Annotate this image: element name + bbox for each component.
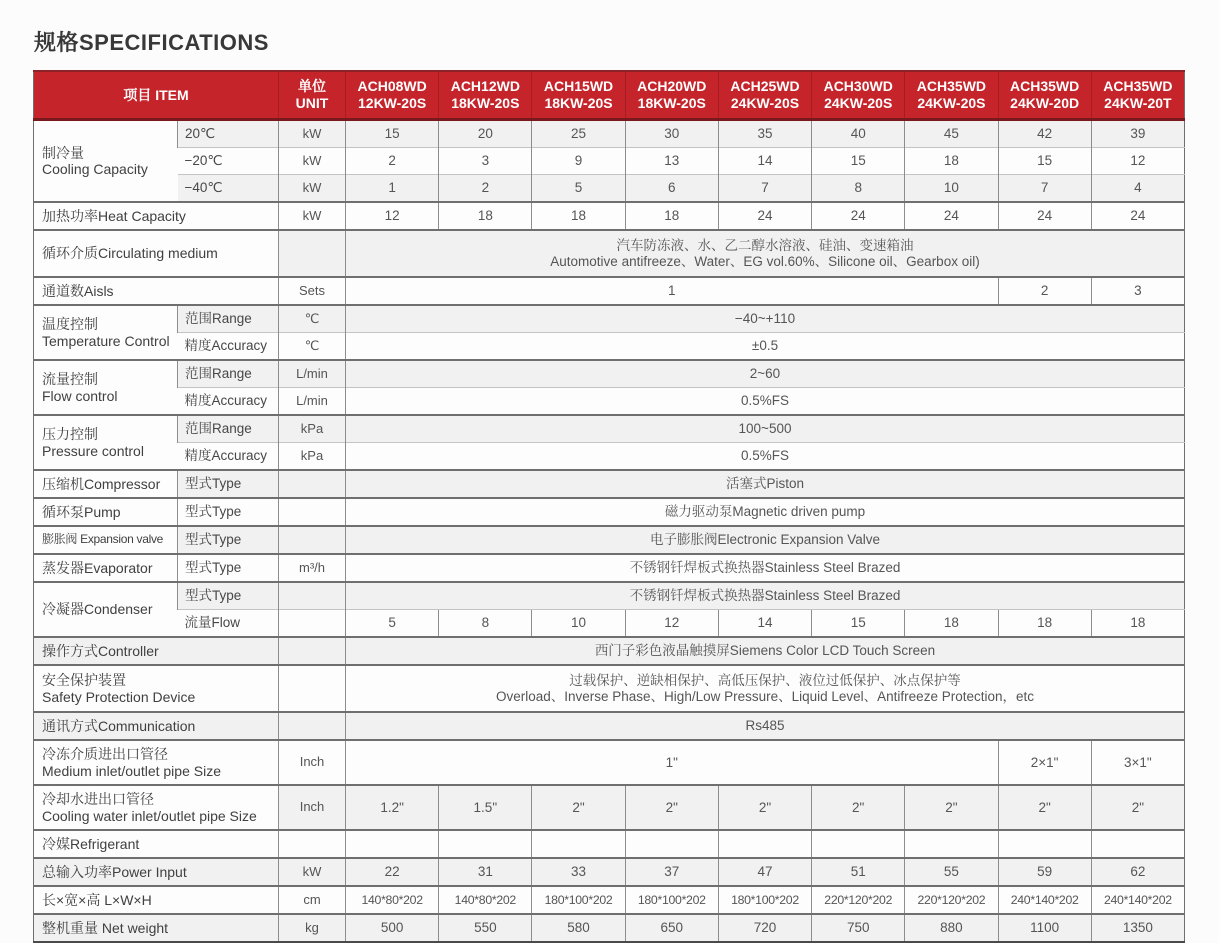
model-name: ACH20WD [637, 78, 707, 95]
value-cell: 2" [1091, 785, 1184, 830]
label-en: Cooling Capacity [42, 161, 148, 177]
value-cell-merged: 电子膨胀阀Electronic Expansion Valve [346, 526, 1185, 554]
value-cell-merged: 1 [346, 277, 999, 305]
row-label-pump: 循环泵Pump [34, 498, 178, 526]
value-cell: 4 [1091, 175, 1184, 203]
row-label-expansion-valve: 膨胀阀 Expansion valve [34, 526, 178, 554]
value-cell-merged: ±0.5 [346, 333, 1185, 361]
value-cell [812, 830, 905, 858]
model-spec: 12KW-20S [358, 95, 427, 111]
value-cell: 2" [718, 785, 811, 830]
unit-cell: m³/h [279, 554, 346, 582]
label-cn: 压力控制 [42, 426, 98, 443]
value-cell: 30 [625, 120, 718, 148]
value-cell: 240*140*202 [998, 886, 1091, 914]
label-cn: 冷冻介质进出口管径 [42, 746, 168, 763]
value-cell: 1 [346, 175, 439, 203]
unit-cell [279, 830, 346, 858]
specifications-table [33, 70, 1185, 943]
value-cell: 180*100*202 [718, 886, 811, 914]
unit-header-cn: 单位 [298, 78, 326, 95]
sub-label: 型式Type [178, 582, 279, 610]
row-condenser-flow [34, 610, 1185, 638]
sub-label: 20℃ [178, 120, 279, 148]
value-cell: 37 [625, 858, 718, 886]
row-label-dimensions: 长×宽×高 L×W×H [34, 886, 279, 914]
value-cell [346, 830, 439, 858]
value-cell: 220*120*202 [905, 886, 998, 914]
value-cell: 12 [346, 202, 439, 230]
row-label-cooling-water-pipe-size [34, 785, 279, 830]
label-cn: 冷却水进出口管径 [42, 791, 154, 808]
model-name: ACH12WD [450, 78, 520, 95]
value-cell: 14 [718, 148, 811, 175]
value-cell: 24 [812, 202, 905, 230]
value-cell-merged [346, 230, 1185, 277]
safety-value-en: Overload、Inverse Phase、High/Low Pressure、Liquid Level、Antifreeze Protection，etc [495, 688, 1034, 704]
unit-cell [279, 712, 346, 740]
label-cn: 安全保护装置 [42, 672, 126, 689]
unit-cell: kW [279, 120, 346, 148]
value-cell [998, 830, 1091, 858]
unit-cell: Sets [279, 277, 346, 305]
sub-label: −20℃ [178, 148, 279, 175]
value-cell-merged [346, 665, 1185, 712]
value-cell: 18 [625, 202, 718, 230]
sub-label: 型式Type [178, 470, 279, 498]
value-cell: 3 [1091, 277, 1184, 305]
value-cell [718, 830, 811, 858]
value-cell: 15 [346, 120, 439, 148]
value-cell: 2 [346, 148, 439, 175]
row-flow-range [34, 360, 1185, 388]
value-cell: 140*80*202 [439, 886, 532, 914]
row-label-pressure-control [34, 415, 178, 470]
value-cell: 22 [346, 858, 439, 886]
value-cell: 15 [812, 148, 905, 175]
model-spec: 24KW-20S [824, 95, 893, 111]
sub-label: 型式Type [178, 554, 279, 582]
model-header-3 [532, 71, 625, 120]
row-expansion-valve [34, 526, 1185, 554]
sub-label: 流量Flow [178, 610, 279, 638]
value-cell: 31 [439, 858, 532, 886]
value-cell: 720 [718, 914, 811, 942]
model-header-5 [718, 71, 811, 120]
label-en: Pressure control [42, 442, 144, 459]
value-cell: 45 [905, 120, 998, 148]
model-name: ACH15WD [543, 78, 614, 95]
model-name: ACH35WD [1103, 78, 1173, 95]
model-header-7 [905, 71, 998, 120]
value-cell: 580 [532, 914, 625, 942]
value-cell: 180*100*202 [532, 886, 625, 914]
unit-cell [279, 610, 346, 638]
unit-header-en: UNIT [295, 95, 329, 111]
value-cell-merged: 100~500 [346, 415, 1185, 443]
row-pressure-accuracy [34, 443, 1185, 471]
row-label-circulating-medium: 循环介质Circulating medium [34, 230, 279, 277]
unit-cell [279, 230, 346, 277]
unit-cell [279, 526, 346, 554]
value-cell-merged: 2~60 [346, 360, 1185, 388]
row-pump [34, 498, 1185, 526]
value-cell: 8 [439, 610, 532, 638]
unit-cell: cm [279, 886, 346, 914]
unit-cell: kPa [279, 443, 346, 471]
value-cell: 15 [998, 148, 1091, 175]
label-en: Cooling water inlet/outlet pipe Size [42, 807, 257, 824]
model-spec: 18KW-20S [637, 95, 706, 111]
value-cell: 750 [812, 914, 905, 942]
value-cell: 20 [439, 120, 532, 148]
sub-label: 范围Range [178, 360, 279, 388]
value-cell: 7 [998, 175, 1091, 203]
page-title: 规格SPECIFICATIONS [34, 30, 269, 55]
value-cell-merged: −40~+110 [346, 305, 1185, 333]
value-cell: 6 [625, 175, 718, 203]
sub-label: 范围Range [178, 415, 279, 443]
value-cell: 2 [439, 175, 532, 203]
label-cn: 流量控制 [42, 371, 98, 388]
value-cell: 7 [718, 175, 811, 203]
value-cell: 18 [905, 610, 998, 638]
value-cell: 5 [532, 175, 625, 203]
value-cell: 24 [905, 202, 998, 230]
label-en: Flow control [42, 387, 118, 404]
row-cooling-20 [34, 120, 1185, 148]
model-spec: 24KW-20S [917, 95, 986, 111]
model-header-9 [1091, 71, 1184, 120]
value-cell: 2" [532, 785, 625, 830]
row-aisles [34, 277, 1185, 305]
row-label-refrigerant: 冷媒Refrigerant [34, 830, 279, 858]
item-header: 项目 ITEM [34, 71, 279, 120]
unit-cell: L/min [279, 388, 346, 416]
model-spec: 24KW-20T [1104, 95, 1172, 111]
row-label-heat-capacity: 加热功率Heat Capacity [34, 202, 279, 230]
medium-value-en: Automotive antifreeze、Water、EG vol.60%、Silicone oil、Gearbox oil) [550, 253, 980, 269]
row-net-weight [34, 914, 1185, 942]
row-safety-protection [34, 665, 1185, 712]
row-label-cooling-capacity [34, 120, 178, 203]
value-cell: 18 [439, 202, 532, 230]
label-en: Safety Protection Device [42, 688, 196, 705]
value-cell: 33 [532, 858, 625, 886]
value-cell: 10 [532, 610, 625, 638]
value-cell: 24 [998, 202, 1091, 230]
value-cell: 9 [532, 148, 625, 175]
unit-cell: kg [279, 914, 346, 942]
value-cell: 1350 [1091, 914, 1184, 942]
model-name: ACH30WD [823, 78, 893, 95]
value-cell: 3×1" [1091, 740, 1184, 785]
value-cell: 240*140*202 [1091, 886, 1184, 914]
value-cell [905, 830, 998, 858]
value-cell-merged: 活塞式Piston [346, 470, 1185, 498]
row-dimensions [34, 886, 1185, 914]
value-cell: 3 [439, 148, 532, 175]
value-cell: 47 [718, 858, 811, 886]
unit-cell [279, 665, 346, 712]
model-header-1 [346, 71, 439, 120]
row-medium-pipe-size [34, 740, 1185, 785]
value-cell: 880 [905, 914, 998, 942]
medium-value-cn: 汽车防冻液、水、乙二醇水溶液、硅油、变速箱油 [616, 237, 914, 253]
model-name: ACH35WD [916, 78, 987, 95]
value-cell: 62 [1091, 858, 1184, 886]
value-cell: 18 [532, 202, 625, 230]
value-cell: 2 [998, 277, 1091, 305]
value-cell [1091, 830, 1184, 858]
sub-label: 精度Accuracy [178, 388, 279, 416]
unit-cell [279, 582, 346, 610]
row-temperature-accuracy [34, 333, 1185, 361]
row-label-condenser: 冷凝器Condenser [34, 582, 178, 637]
row-communication [34, 712, 1185, 740]
model-header-8 [998, 71, 1091, 120]
value-cell: 24 [718, 202, 811, 230]
row-label-temperature-control [34, 305, 178, 360]
row-label-aisles: 通道数Aisls [34, 277, 279, 305]
value-cell [439, 830, 532, 858]
value-cell [532, 830, 625, 858]
sub-label: 精度Accuracy [178, 333, 279, 361]
unit-header [279, 71, 346, 120]
value-cell-merged: 1" [346, 740, 999, 785]
row-power-input [34, 858, 1185, 886]
sub-label: 型式Type [178, 498, 279, 526]
value-cell: 180*100*202 [625, 886, 718, 914]
sub-label: 型式Type [178, 526, 279, 554]
value-cell: 18 [998, 610, 1091, 638]
value-cell: 2" [625, 785, 718, 830]
row-label-net-weight: 整机重量 Net weight [34, 914, 279, 942]
row-circulating-medium [34, 230, 1185, 277]
value-cell-merged: Rs485 [346, 712, 1185, 740]
unit-cell: ℃ [279, 305, 346, 333]
value-cell: 550 [439, 914, 532, 942]
value-cell: 42 [998, 120, 1091, 148]
unit-cell [279, 470, 346, 498]
unit-cell: Inch [279, 740, 346, 785]
unit-cell: L/min [279, 360, 346, 388]
row-label-power-input: 总输入功率Power Input [34, 858, 279, 886]
value-cell: 25 [532, 120, 625, 148]
row-flow-accuracy [34, 388, 1185, 416]
row-evaporator [34, 554, 1185, 582]
value-cell: 2" [905, 785, 998, 830]
row-cooling-water-pipe-size [34, 785, 1185, 830]
row-label-evaporator: 蒸发器Evaporator [34, 554, 178, 582]
model-spec: 24KW-20D [1010, 95, 1080, 111]
value-cell: 12 [625, 610, 718, 638]
value-cell-merged: 0.5%FS [346, 443, 1185, 471]
value-cell: 2" [998, 785, 1091, 830]
value-cell: 15 [812, 610, 905, 638]
row-refrigerant [34, 830, 1185, 858]
value-cell: 55 [905, 858, 998, 886]
model-header-4 [625, 71, 718, 120]
value-cell-merged: 不锈钢钎焊板式换热器Stainless Steel Brazed [346, 582, 1185, 610]
value-cell: 500 [346, 914, 439, 942]
value-cell: 18 [905, 148, 998, 175]
label-cn: 温度控制 [42, 316, 98, 333]
model-spec: 24KW-20S [730, 95, 800, 111]
value-cell: 2" [812, 785, 905, 830]
unit-cell [279, 637, 346, 665]
value-cell: 2×1" [998, 740, 1091, 785]
table-header-row [34, 71, 1185, 120]
row-controller [34, 637, 1185, 665]
row-label-flow-control [34, 360, 178, 415]
value-cell [625, 830, 718, 858]
model-spec: 18KW-20S [544, 95, 613, 111]
model-name: ACH25WD [730, 78, 800, 95]
value-cell: 39 [1091, 120, 1184, 148]
value-cell: 1100 [998, 914, 1091, 942]
value-cell: 220*120*202 [812, 886, 905, 914]
row-temperature-range [34, 305, 1185, 333]
unit-cell: kW [279, 148, 346, 175]
value-cell: 40 [812, 120, 905, 148]
row-heat-capacity [34, 202, 1185, 230]
unit-cell [279, 498, 346, 526]
value-cell-merged: 西门子彩色液晶触摸屏Siemens Color LCD Touch Screen [346, 637, 1185, 665]
sub-label: 范围Range [178, 305, 279, 333]
row-compressor [34, 470, 1185, 498]
value-cell: 35 [718, 120, 811, 148]
unit-cell: kW [279, 175, 346, 203]
model-name: ACH35WD [1010, 78, 1080, 95]
label-en: Temperature Control [42, 332, 170, 349]
value-cell: 5 [346, 610, 439, 638]
label-en: Medium inlet/outlet pipe Size [42, 762, 221, 779]
row-label-communication: 通讯方式Communication [34, 712, 279, 740]
value-cell: 24 [1091, 202, 1184, 230]
unit-cell: kW [279, 858, 346, 886]
row-label-controller: 操作方式Controller [34, 637, 279, 665]
value-cell-merged: 不锈钢钎焊板式换热器Stainless Steel Brazed [346, 554, 1185, 582]
row-cooling-m40 [34, 175, 1185, 203]
safety-value-cn: 过载保护、逆缺相保护、高低压保护、液位过低保护、冰点保护等 [569, 672, 961, 688]
sub-label: 精度Accuracy [178, 443, 279, 471]
row-pressure-range [34, 415, 1185, 443]
value-cell: 1.5" [439, 785, 532, 830]
value-cell: 1.2" [346, 785, 439, 830]
value-cell: 140*80*202 [346, 886, 439, 914]
row-label-compressor: 压缩机Compressor [34, 470, 178, 498]
value-cell: 51 [812, 858, 905, 886]
row-label-safety-protection [34, 665, 279, 712]
value-cell: 13 [625, 148, 718, 175]
value-cell: 14 [718, 610, 811, 638]
unit-cell: kW [279, 202, 346, 230]
unit-cell: Inch [279, 785, 346, 830]
row-cooling-m20 [34, 148, 1185, 175]
row-label-medium-pipe-size [34, 740, 279, 785]
model-spec: 18KW-20S [451, 95, 520, 111]
value-cell: 18 [1091, 610, 1184, 638]
value-cell: 12 [1091, 148, 1184, 175]
unit-cell: kPa [279, 415, 346, 443]
model-name: ACH08WD [357, 78, 427, 95]
label-cn: 制冷量 [42, 144, 84, 161]
value-cell: 650 [625, 914, 718, 942]
unit-cell: ℃ [279, 333, 346, 361]
value-cell-merged: 0.5%FS [346, 388, 1185, 416]
row-condenser-type [34, 582, 1185, 610]
model-header-2 [439, 71, 532, 120]
model-header-6 [812, 71, 905, 120]
sub-label: −40℃ [178, 175, 279, 203]
value-cell: 59 [998, 858, 1091, 886]
value-cell: 10 [905, 175, 998, 203]
value-cell-merged: 磁力驱动泵Magnetic driven pump [346, 498, 1185, 526]
value-cell: 8 [812, 175, 905, 203]
